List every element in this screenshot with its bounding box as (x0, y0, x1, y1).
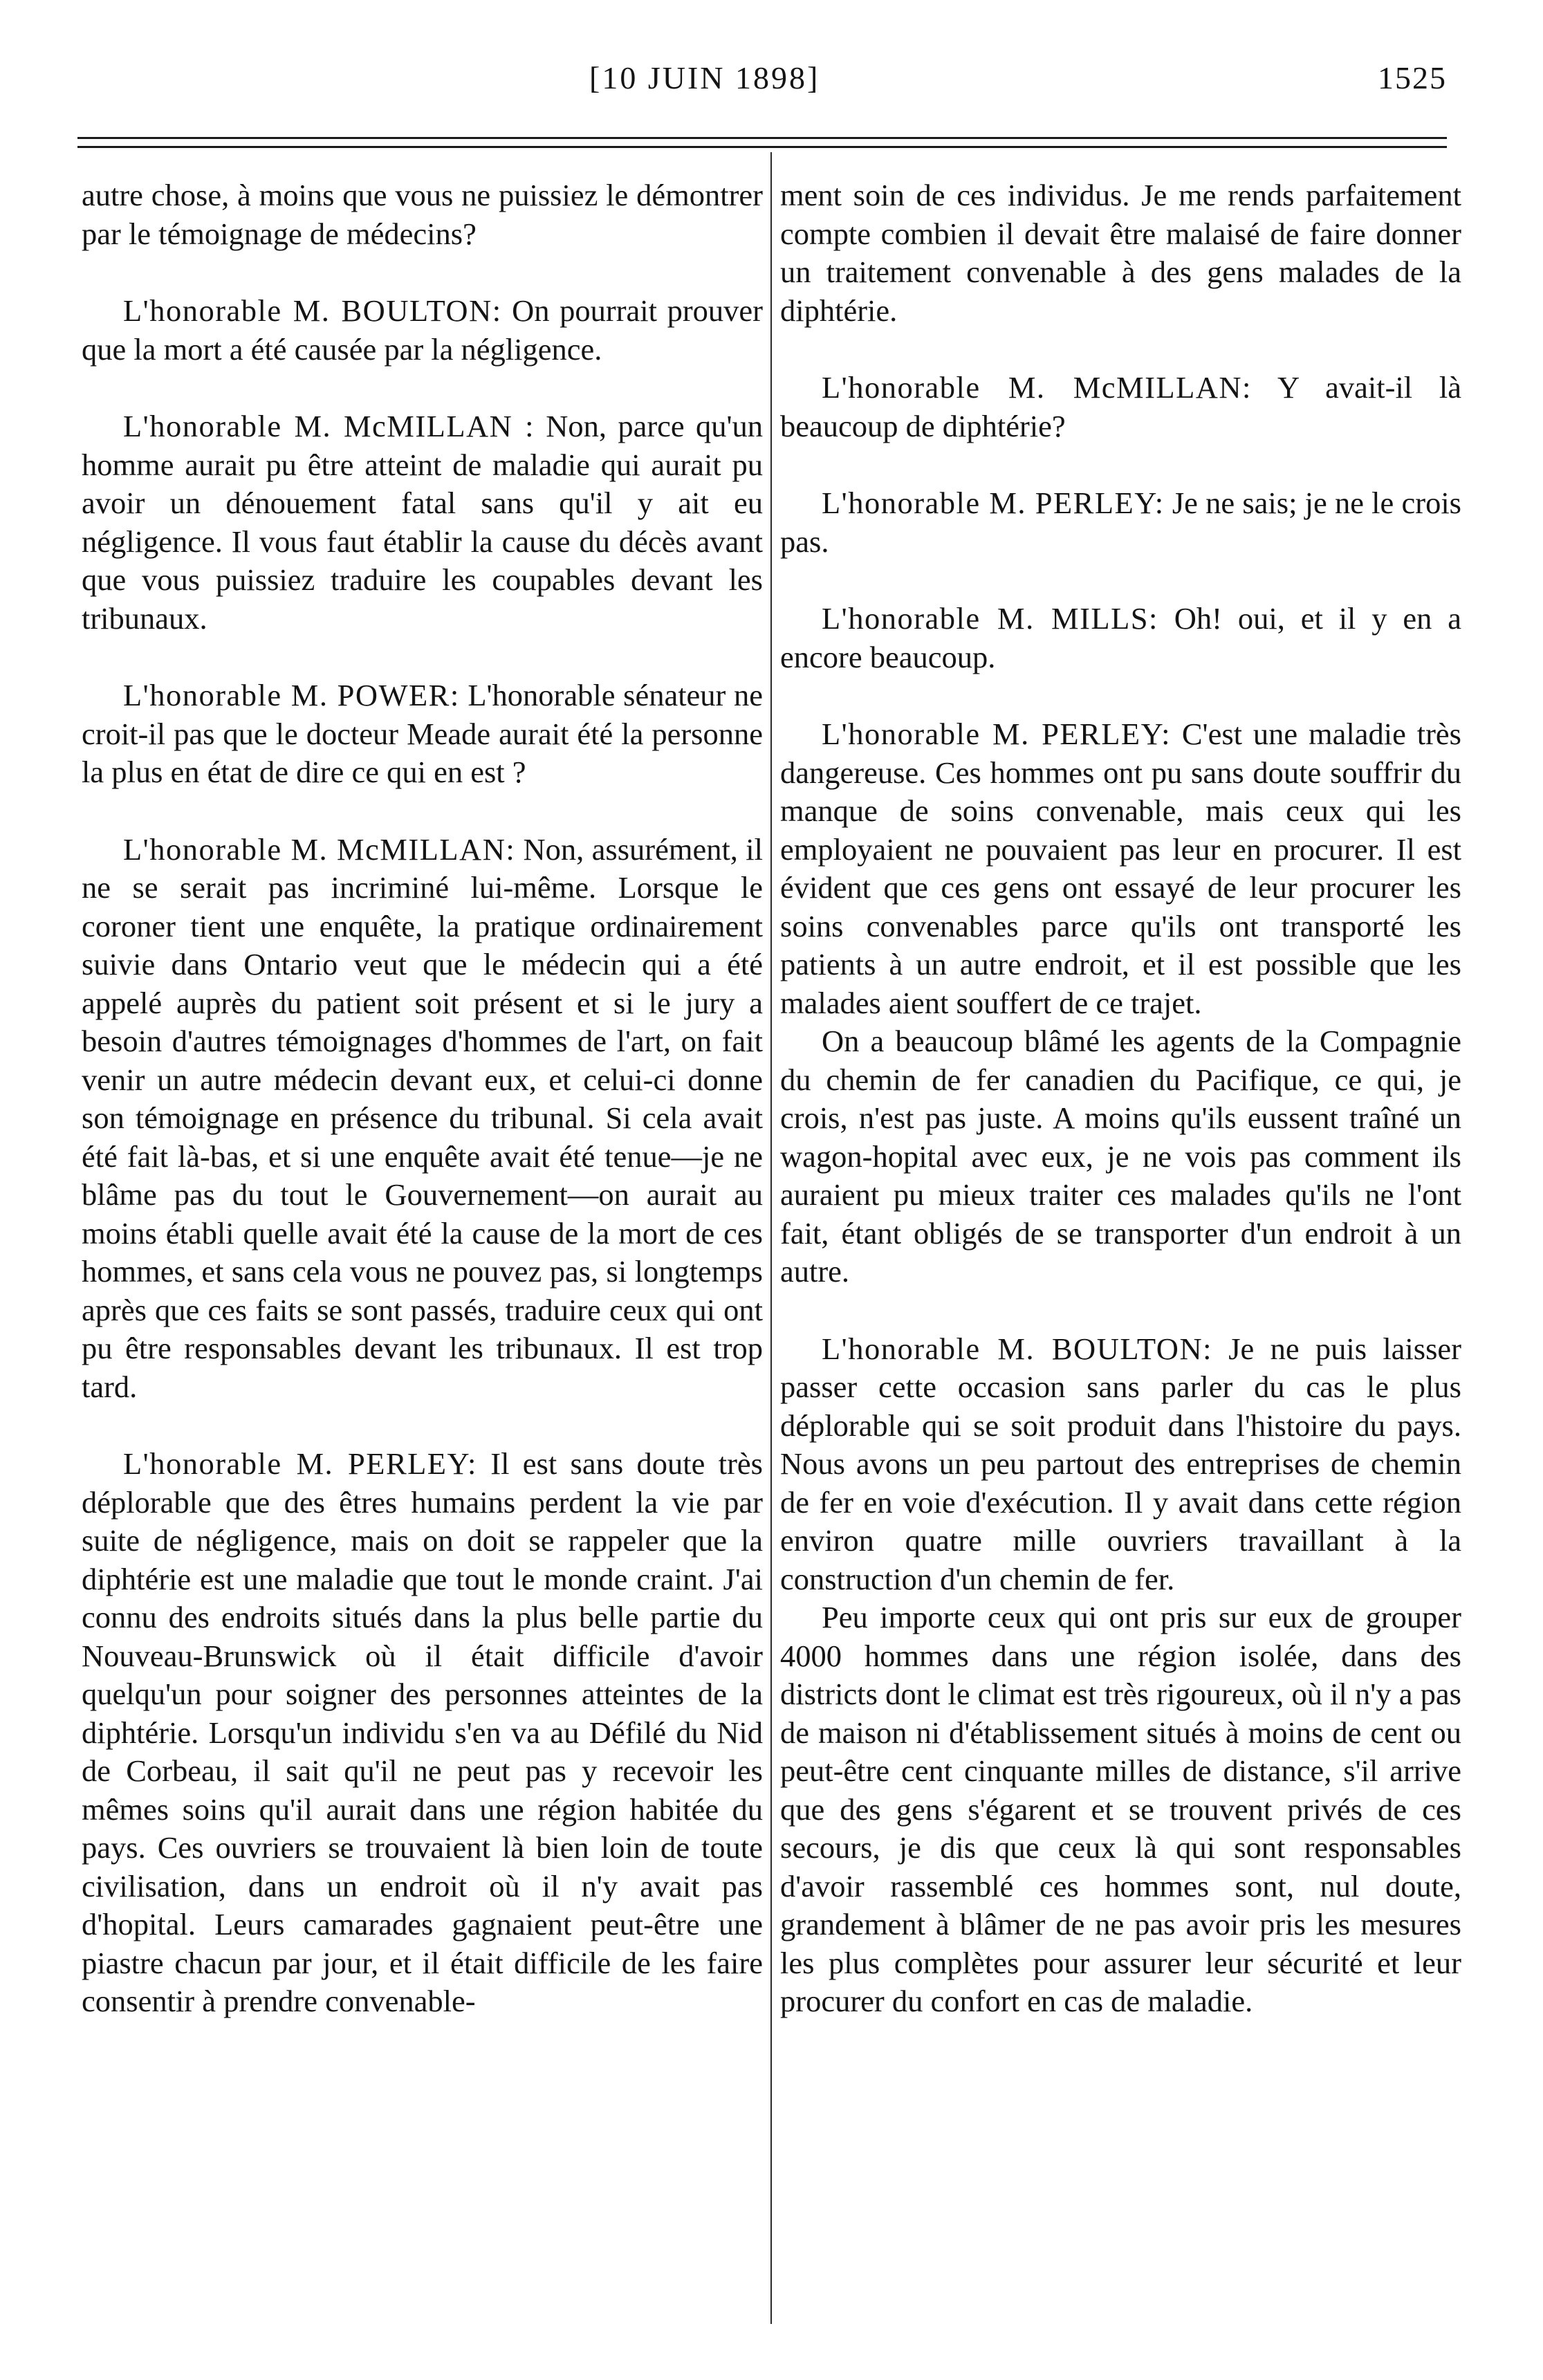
paragraph (82, 676, 763, 792)
running-head (77, 59, 1447, 108)
paragraph-text: C'est une maladie très dangereuse. Ces hommes ont pu sans doute souffrir du manque de soins convenable, mais ceux qui les employaient ne pouvaient pas leur en procurer. Il est évident que ces gens ont essayé de leur procurer les soins convenables parce qu'ils ont transporté les patients à un autre endroit, et il est possible que les malades aient souffert de ce trajet. (780, 717, 1461, 1020)
speaker-name: L'honorable M. BOULTON: (822, 1331, 1212, 1366)
speaker-name: L'honorable M. MILLS: (822, 601, 1158, 636)
paragraph-text: Il est sans doute très déplorable que des êtres humains perdent la vie par suite de négligence, mais on doit se rappeler que la diphtérie est une maladie que tout le monde craint. J'ai connu des endroits situés dans la plus belle partie du Nouveau-Brunswick où il était difficile d'avoir quelqu'un pour soigner des personnes atteintes de la diphtérie. Lorsqu'un individu s'en va au Défilé du Nid de Corbeau, il sait qu'il ne peut pas y recevoir les mêmes soins qu'il aurait dans une région habitée du pays. Ces ouvriers se trouvaient là bien loin de toute civilisation, dans un endroit où il n'y avait pas d'hopital. Leurs camarades gagnaient peut-être une piastre chacun par jour, et il était difficile de les faire consentir à prendre convenable- (82, 1446, 763, 2018)
paragraph (780, 1598, 1461, 2021)
paragraph (780, 1022, 1461, 1291)
speaker-name: L'honorable M. McMILLAN: (123, 831, 516, 867)
speaker-name: L'honorable M. McMILLAN : (123, 409, 535, 443)
paragraph (780, 369, 1461, 445)
paragraph-text: autre chose, à moins que vous ne puissiez le démontrer par le témoignage de médecins? (82, 178, 763, 251)
paragraph-text: Y avait-il là beaucoup de diphtérie? (780, 370, 1461, 443)
paragraph (780, 715, 1461, 1022)
page-number: 1525 (1378, 60, 1447, 95)
header-rule (77, 137, 1447, 148)
paragraph-text: Je ne puis laisser passer cette occasion sans parler du cas le plus déplorable qui se soit produit dans l'histoire du pays. Nous avons un peu partout des entreprises de chemin de fer en voie d'exécution. Il y avait dans cette région environ quatre mille ouvriers travaillant à la construction d'un chemin de fer. (780, 1331, 1461, 1596)
paragraph-text: Peu importe ceux qui ont pris sur eux de grouper 4000 hommes dans une région isolée, dans des districts dont le climat est très rigoureux, où il n'y a pas de maison ni d'établissement situés à moins de cent ou peut-être cent cinquante milles de distance, s'il arrive que des gens s'égarent et se trouvent privés de ces secours, je dis que ceux là qui sont responsables d'avoir rassemblé ces hommes sont, nul doute, grandement à blâmer de ne pas avoir pris les mesures les plus complètes pour assurer leur sécurité et leur procurer du confort en cas de maladie. (780, 1600, 1461, 2018)
paragraph-text: ment soin de ces individus. Je me rends parfaitement compte combien il devait être malaisé de faire donner un traitement convenable à des gens malades de la diphtérie. (780, 178, 1461, 328)
paragraph (780, 484, 1461, 561)
right-column (780, 176, 1461, 2021)
paragraph (82, 176, 763, 253)
paragraph-text: Oh! oui, et il y en a encore beaucoup. (780, 601, 1462, 674)
speaker-name: L'honorable M. PERLEY: (123, 1446, 477, 1481)
paragraph (82, 407, 763, 638)
speaker-name: L'honorable M. BOULTON: (123, 293, 502, 328)
paragraph-text: Je ne sais; je ne le crois pas. (780, 486, 1462, 559)
paragraph (780, 176, 1461, 330)
paragraph (780, 600, 1461, 676)
speaker-name: L'honorable M. PERLEY: (822, 717, 1171, 751)
paragraph-text: Non, assurément, il ne se serait pas incriminé lui-même. Lorsque le coroner tient une enquête, la pratique ordinairement suivie dans Ontario veut que le médecin qui a été appelé auprès du patient soit présent et si le jury a besoin d'autres témoignages d'hommes de l'art, on fait venir un autre médecin devant eux, et celui-ci donne son témoignage en présence du tribunal. Si cela avait été fait là-bas, et si une enquête avait été tenue—je ne blâme pas du tout le Gouvernement—on aurait au moins établi quelle avait été la cause de la mort de ces hommes, et sans cela vous ne pouvez pas, si longtemps après que ces faits se sont passés, traduire ceux qui ont pu être responsables devant les tribunaux. Il est trop tard. (82, 831, 763, 1404)
paragraph (82, 1445, 763, 2021)
page-date: [10 JUIN 1898] (589, 60, 820, 95)
speaker-name: L'honorable M. POWER: (123, 678, 460, 712)
paragraph-text: L'honorable sénateur ne croit-il pas que le docteur Meade aurait été la personne la plus en état de dire ce qui en est ? (82, 678, 764, 789)
paragraph (82, 292, 763, 369)
paragraph (780, 1330, 1461, 1599)
speaker-name: L'honorable M. McMILLAN: (822, 370, 1252, 405)
column-divider (770, 152, 772, 2324)
paragraph-text: On a beaucoup blâmé les agents de la Compagnie du chemin de fer canadien du Pacifique, ce qui, je crois, n'est pas juste. A moins qu'ils eussent traîné un wagon-hopital avec eux, je ne vois pas comment ils auraient pu mieux traiter ces malades qu'ils ne l'ont fait, étant obligés de se transporter d'un endroit à un autre. (780, 1024, 1461, 1289)
left-column (82, 176, 763, 2021)
paragraph-text: On pourrait prouver que la mort a été causée par la négligence. (82, 293, 763, 367)
paragraph (82, 831, 763, 1407)
speaker-name: L'honorable M. PERLEY: (822, 486, 1165, 520)
paragraph-text: Non, parce qu'un homme aurait pu être atteint de maladie qui aurait pu avoir un dénouement fatal sans qu'il y ait eu négligence. Il vous faut établir la cause du décès avant que vous puissiez traduire les coupables devant les tribunaux. (82, 409, 763, 636)
